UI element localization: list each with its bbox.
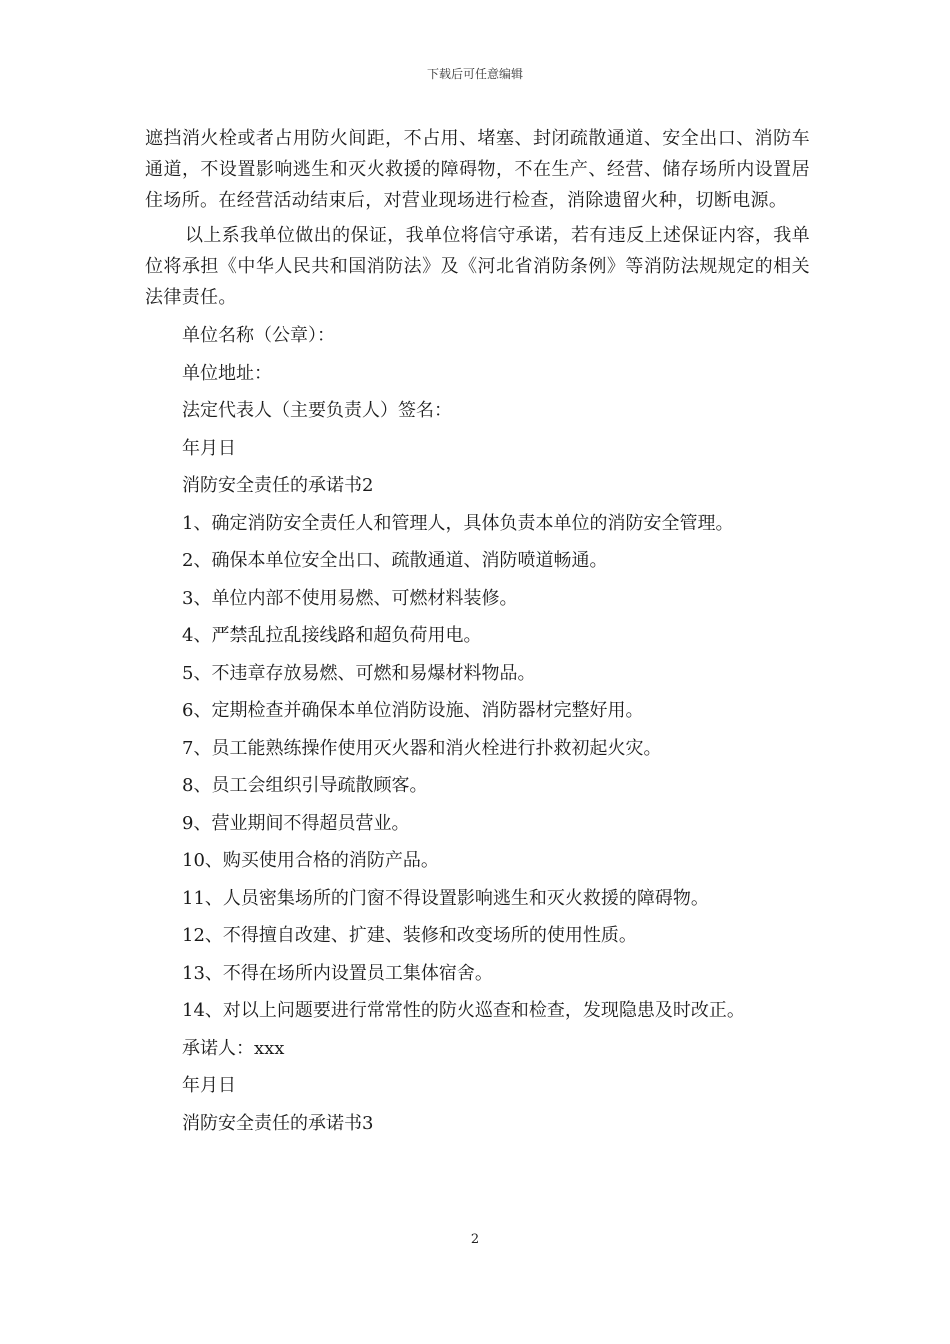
list-item: 4、严禁乱拉乱接线路和超负荷用电。 xyxy=(182,625,482,646)
date-line: 年月日 xyxy=(182,1075,236,1096)
list-item: 2、确保本单位安全出口、疏散通道、消防喷道畅通。 xyxy=(182,550,608,571)
list-item: 5、不违章存放易燃、可燃和易爆材料物品。 xyxy=(182,662,536,684)
unit-address-line: 单位地址： xyxy=(182,362,272,384)
date-line: 年月日 xyxy=(182,437,236,459)
list-item: 12、不得擅自改建、扩建、装修和改变场所的使用性质。 xyxy=(182,925,637,946)
paragraph-guarantee: 以上系我单位做出的保证，我单位将信守承诺，若有违反上述保证内容，我单位将承担《中华人民共和国消防法》及《河北省消防条例》等消防法规规定的相关法律责任。 xyxy=(145,225,810,308)
list-item: 11、人员密集场所的门窗不得设置影响逃生和灭火救援的障碍物。 xyxy=(182,887,709,909)
promisor-line: 承诺人：xxx xyxy=(182,1037,285,1059)
list-item: 7、员工能熟练操作使用灭火器和消火栓进行扑救初起火灾。 xyxy=(182,737,662,759)
page-number: 2 xyxy=(470,1232,480,1247)
unit-name-line: 单位名称（公章）： xyxy=(182,325,335,346)
list-item: 13、不得在场所内设置员工集体宿舍。 xyxy=(182,962,493,984)
list-item: 6、定期检查并确保本单位消防设施、消防器材完整好用。 xyxy=(182,700,644,721)
legal-representative-line: 法定代表人（主要负责人）签名： xyxy=(182,400,452,421)
page-header-note: 下载后可任意编辑 xyxy=(426,67,523,81)
list-item: 14、对以上问题要进行常常性的防火巡查和检查，发现隐患及时改正。 xyxy=(182,1000,745,1021)
document-body xyxy=(145,123,810,1142)
list-item: 9、营业期间不得超员营业。 xyxy=(182,812,410,834)
list-item: 3、单位内部不使用易燃、可燃材料装修。 xyxy=(182,587,518,609)
document-lines xyxy=(145,317,810,1142)
list-item: 8、员工会组织引导疏散顾客。 xyxy=(182,775,428,796)
paragraph-continuation: 遮挡消火栓或者占用防火间距，不占用、堵塞、封闭疏散通道、安全出口、消防车通道，不设置影响逃生和灭火救援的障碍物，不在生产、经营、储存场所内设置居住场所。在经营活动结束后，对营业现场进行检查，消除遗留火种，切断电源。 xyxy=(145,128,810,211)
section-title-3: 消防安全责任的承诺书3 xyxy=(182,1112,374,1134)
list-item: 10、购买使用合格的消防产品。 xyxy=(182,850,439,871)
section-title-2: 消防安全责任的承诺书2 xyxy=(182,475,374,496)
list-item: 1、确定消防安全责任人和管理人，具体负责本单位的消防安全管理。 xyxy=(182,512,734,534)
